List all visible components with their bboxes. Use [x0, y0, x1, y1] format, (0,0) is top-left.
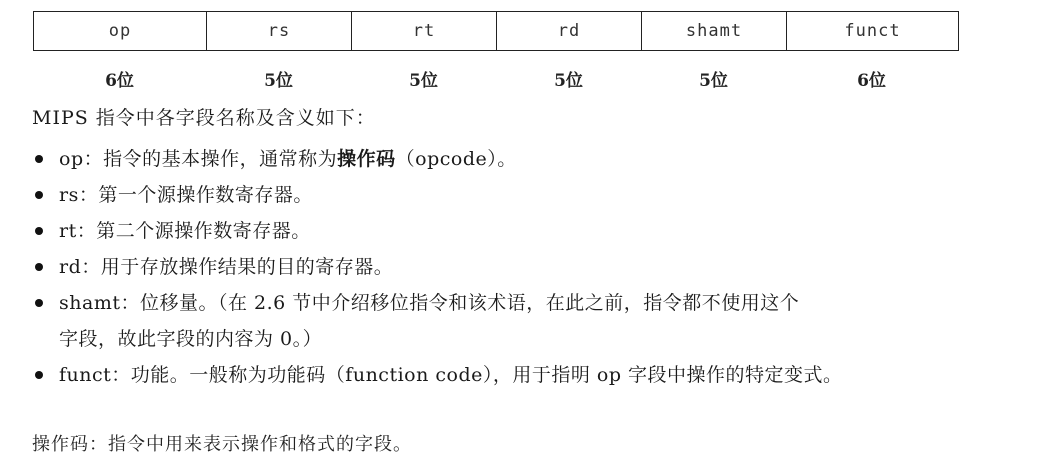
bullet-icon — [35, 371, 43, 379]
bits-rs: 5位 — [264, 70, 293, 91]
list-item-rt — [32, 213, 1032, 249]
desc-op-bold: 操作码 — [337, 148, 396, 170]
desc-shamt-line2: 字段，故此字段的内容为 0。） — [59, 328, 323, 350]
desc-rs: 第一个源操作数寄存器。 — [98, 184, 313, 206]
bullet-icon — [35, 227, 43, 235]
field-shamt: shamt — [642, 12, 787, 50]
bits-funct: 6位 — [857, 70, 886, 91]
desc-op-b: （opcode）。 — [395, 148, 517, 170]
term-rd: rd： — [59, 256, 101, 278]
field-rt: rt — [352, 12, 497, 50]
margin-definition-note: 操作码：指令中用来表示操作和格式的字段。 — [32, 434, 412, 455]
list-item-rd — [32, 249, 1032, 285]
desc-rt: 第二个源操作数寄存器。 — [96, 220, 311, 242]
bullet-icon — [35, 191, 43, 199]
term-funct: funct： — [59, 364, 131, 386]
list-item-funct — [32, 357, 1032, 393]
bits-rt: 5位 — [409, 70, 438, 91]
desc-shamt-line1: 位移量。（在 2.6 节中介绍移位指令和该术语，在此之前，指令都不使用这个 — [139, 292, 800, 314]
bullet-icon — [35, 263, 43, 271]
bits-shamt: 5位 — [699, 70, 728, 91]
list-item-shamt — [32, 285, 1032, 357]
desc-op-a: 指令的基本操作，通常称为 — [103, 148, 338, 170]
desc-rd: 用于存放操作结果的目的寄存器。 — [100, 256, 394, 278]
bits-op: 6位 — [105, 70, 134, 91]
list-item-op — [32, 141, 1032, 177]
field-funct: funct — [844, 21, 901, 41]
bullet-icon — [35, 299, 43, 307]
field-rs: rs — [207, 12, 352, 50]
list-item-rs — [32, 177, 1032, 213]
term-rt: rt： — [59, 220, 97, 242]
instruction-format-table — [33, 11, 959, 51]
term-rs: rs： — [59, 184, 99, 206]
field-rd: rd — [497, 12, 642, 50]
bullet-icon — [35, 155, 43, 163]
desc-funct: 功能。一般称为功能码（function code），用于指明 op 字段中操作的特定变式。 — [130, 364, 843, 386]
field-op: op — [34, 12, 207, 50]
field-description-list — [32, 141, 1032, 393]
bit-widths-row — [33, 66, 959, 90]
term-shamt: shamt： — [59, 292, 140, 314]
bits-rd: 5位 — [554, 70, 583, 91]
term-op: op： — [59, 148, 104, 170]
section-heading: MIPS 指令中各字段名称及含义如下： — [32, 107, 376, 129]
